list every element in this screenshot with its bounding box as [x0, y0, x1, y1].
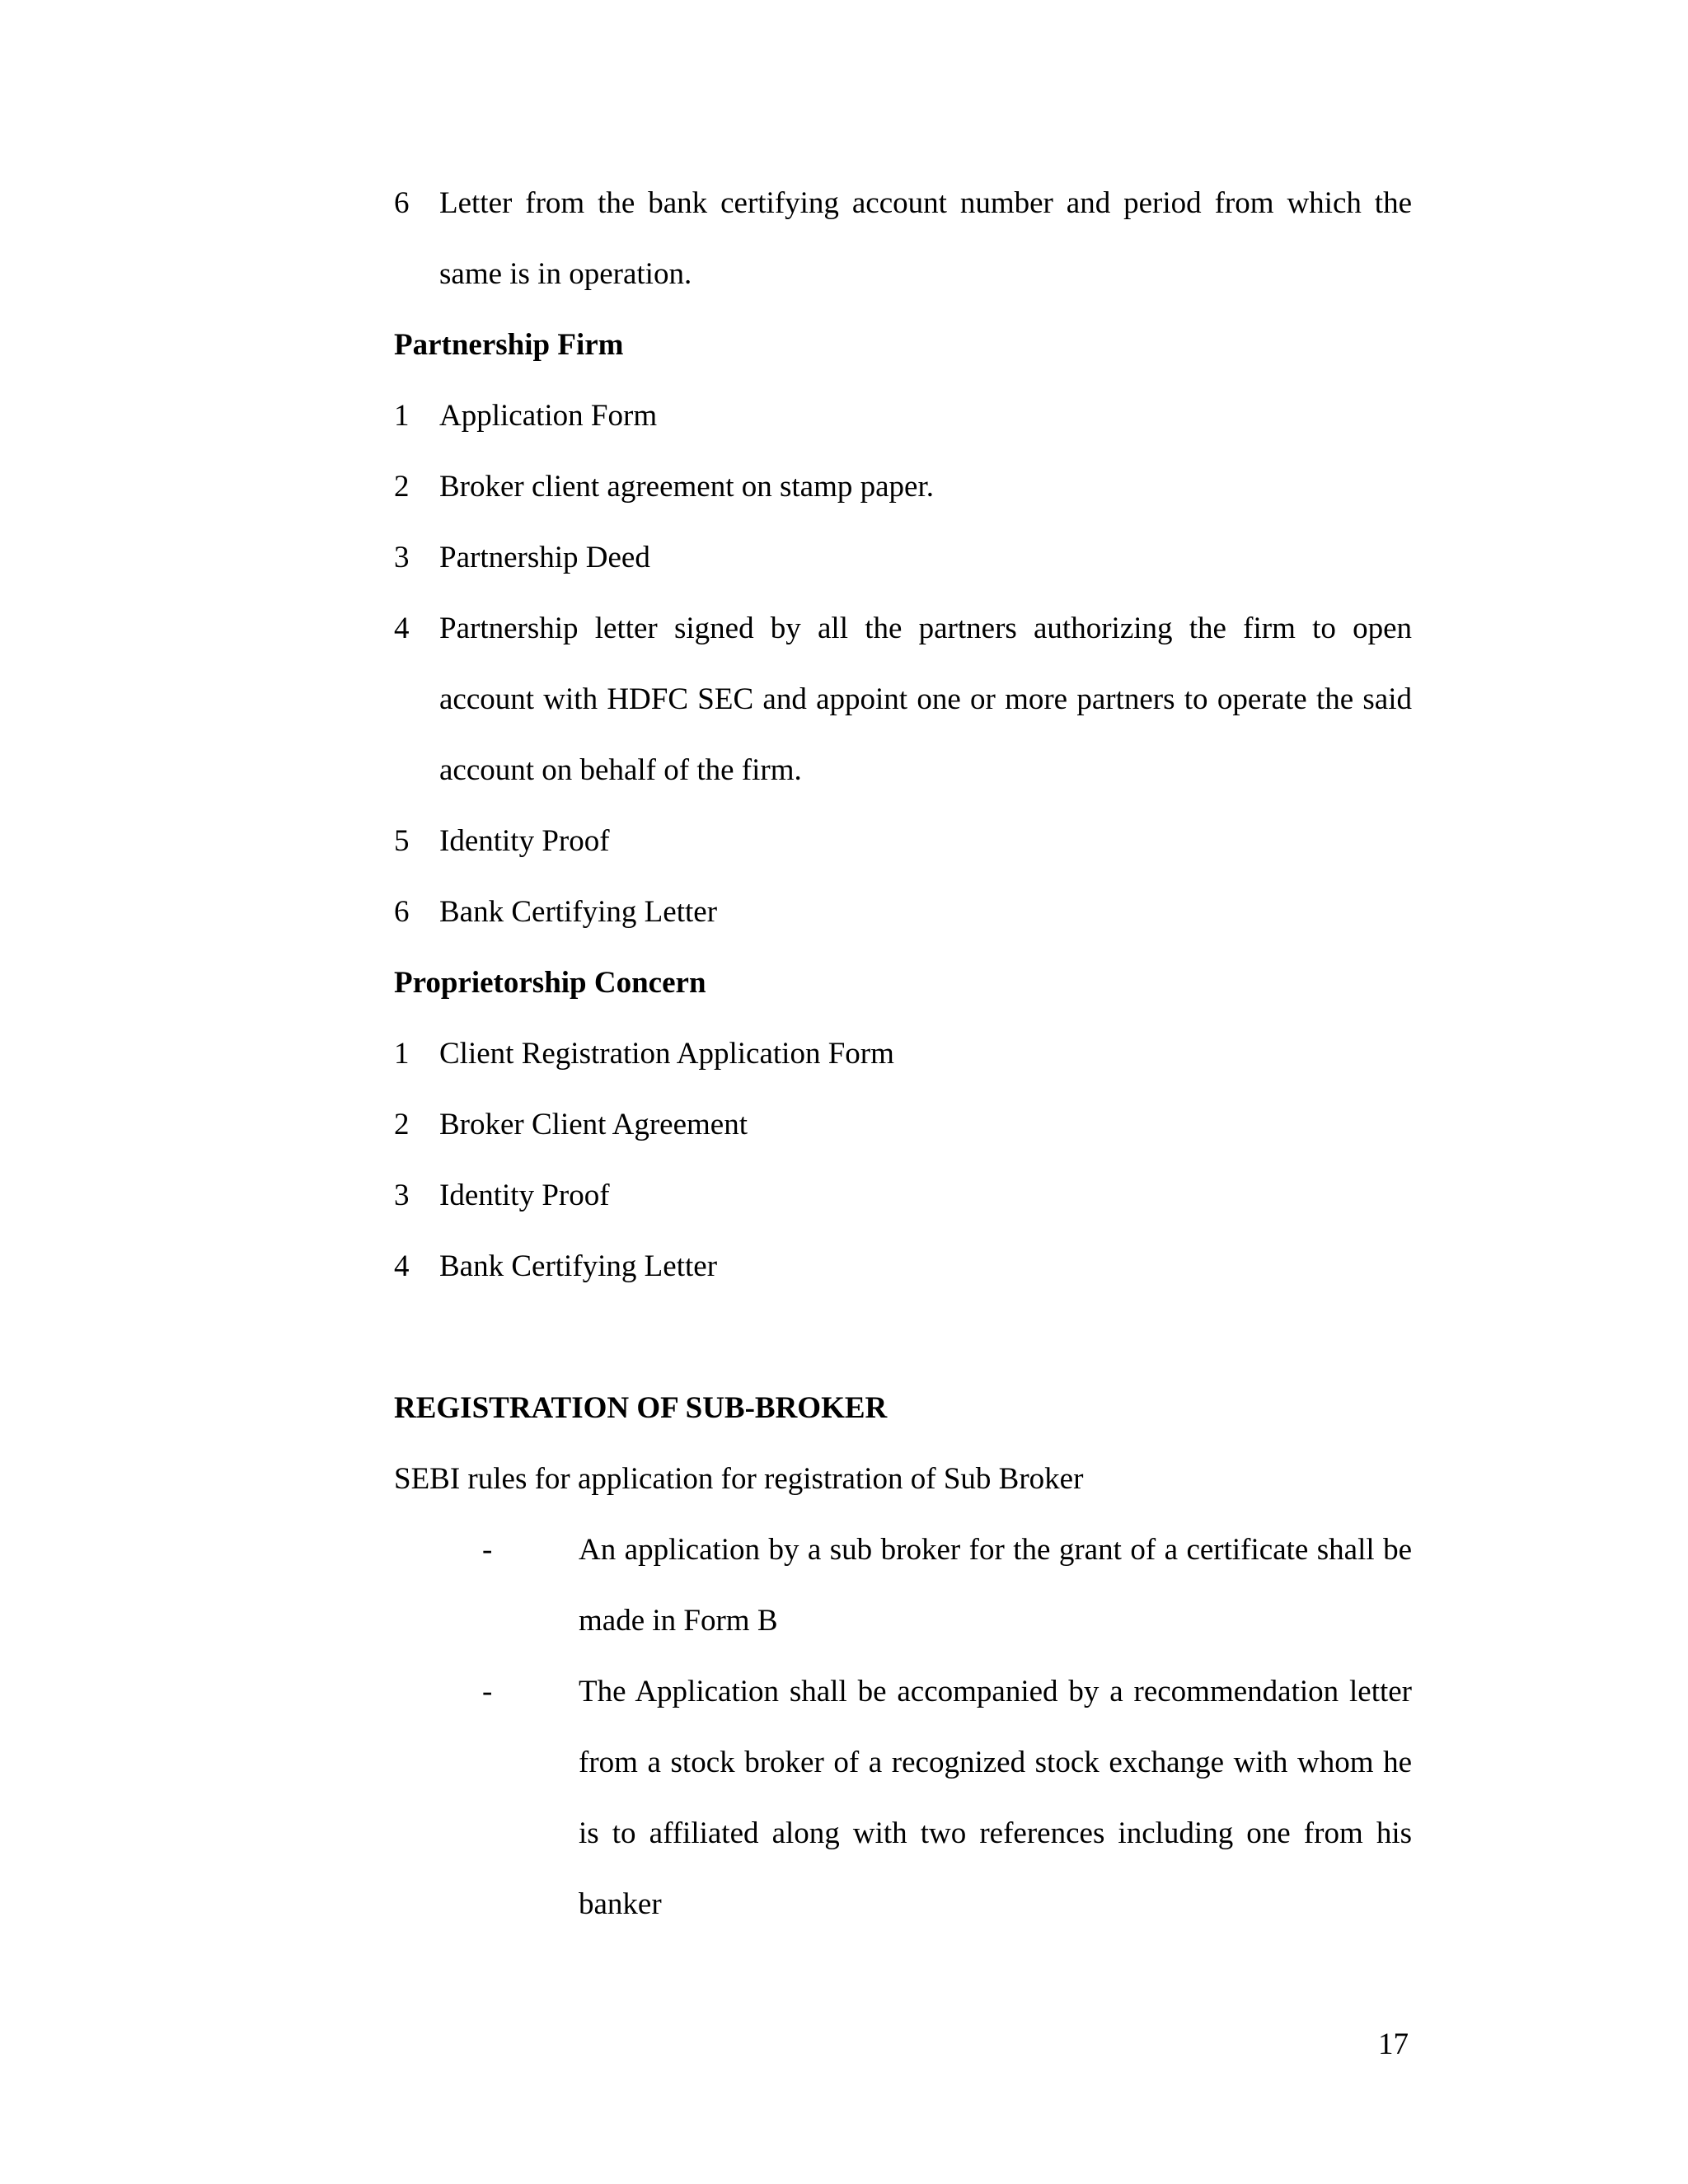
section-heading-proprietorship-concern: Proprietorship Concern — [394, 966, 706, 1000]
paragraph: SEBI rules for application for registration of Sub Broker — [394, 1462, 1084, 1496]
list-item-text: Bank Certifying Letter — [439, 1249, 718, 1283]
list-number: 6 — [394, 186, 410, 220]
list-item-text: Identity Proof — [439, 1179, 610, 1212]
list-number: 1 — [394, 399, 410, 433]
list-number: 4 — [394, 612, 410, 645]
list-item-text: Application Form — [439, 399, 658, 433]
list-number: 3 — [394, 541, 410, 574]
list-item-text: same is in operation. — [439, 257, 692, 291]
list-number: 1 — [394, 1037, 410, 1071]
list-number: 5 — [394, 824, 410, 858]
list-number: 3 — [394, 1179, 410, 1212]
list-item-text: Client Registration Application Form — [439, 1037, 894, 1071]
list-item-text: Letter from the bank certifying account number and period from which the — [439, 186, 1412, 220]
page-number: 17 — [1378, 2027, 1409, 2061]
list-item-text: Bank Certifying Letter — [439, 895, 718, 929]
bullet-text: is to affiliated along with two references including one from his — [579, 1816, 1412, 1850]
list-item-text: account on behalf of the firm. — [439, 753, 802, 787]
list-number: 2 — [394, 1108, 410, 1141]
bullet-text: The Application shall be accompanied by a recommendation letter — [579, 1675, 1412, 1708]
bullet-text: from a stock broker of a recognized stock exchange with whom he — [579, 1746, 1412, 1779]
list-item-text: Broker Client Agreement — [439, 1108, 748, 1141]
section-heading-registration-sub-broker: REGISTRATION OF SUB-BROKER — [394, 1391, 888, 1425]
section-heading-partnership-firm: Partnership Firm — [394, 328, 624, 362]
list-item-text: account with HDFC SEC and appoint one or more partners to operate the said — [439, 682, 1412, 716]
list-item-text: Partnership Deed — [439, 541, 650, 574]
list-item-text: Partnership letter signed by all the partners authorizing the firm to open — [439, 612, 1412, 645]
list-item-text: Identity Proof — [439, 824, 610, 858]
bullet-dash: - — [482, 1533, 493, 1567]
list-number: 6 — [394, 895, 410, 929]
list-number: 4 — [394, 1249, 410, 1283]
bullet-text: made in Form B — [579, 1604, 778, 1638]
bullet-text: banker — [579, 1887, 662, 1921]
bullet-text: An application by a sub broker for the grant of a certificate shall be — [579, 1533, 1412, 1567]
list-number: 2 — [394, 470, 410, 504]
bullet-dash: - — [482, 1675, 493, 1708]
list-item-text: Broker client agreement on stamp paper. — [439, 470, 935, 504]
